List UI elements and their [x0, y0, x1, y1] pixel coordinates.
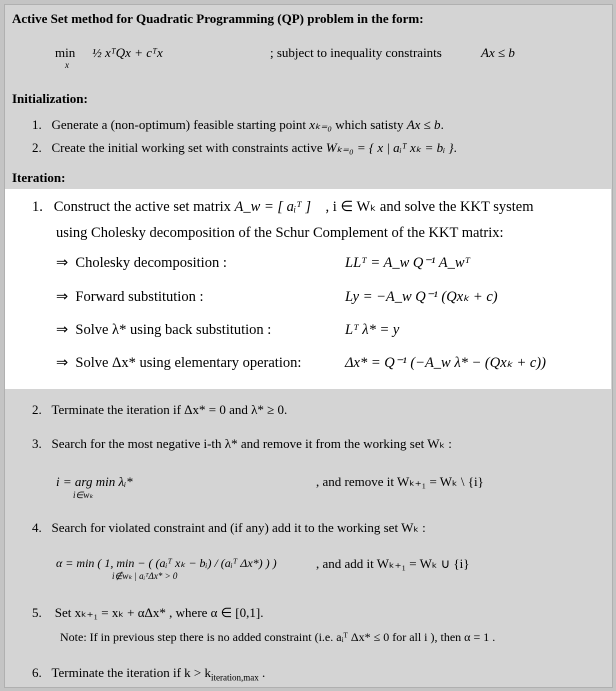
constraint-text: ; subject to inequality constraints	[270, 45, 442, 60]
step-5-note: Note: If in previous step there is no added constraint (i.e. aᵢᵀ Δx* ≤ 0 for all i ), then α = 1 .	[60, 630, 496, 644]
constraint: Ax ≤ b	[481, 45, 515, 60]
step-6: 6. Terminate the iteration if $k > k_{iteration,max}$ .	[32, 665, 266, 683]
step-4-formula: α = min ( 1, min − ( (aᵢᵀ xₖ − bᵢ) / (aᵢᵀ Δx*) ) )	[56, 556, 277, 570]
formula-forward: Ly = −A_w Q⁻¹ (Qxₖ + c)	[345, 289, 498, 305]
objective-min: min	[55, 45, 76, 60]
iteration-heading: Iteration:	[12, 170, 66, 185]
step-4: 4. Search for violated constraint and (if any) add it to the working set Wₖ :	[32, 520, 426, 535]
formula-cholesky: LLᵀ = A_w Q⁻¹ A_wᵀ	[345, 255, 471, 271]
formula-back: Lᵀ λ* = y	[345, 322, 400, 338]
step-1-line2: using Cholesky decomposition of the Schur Complement of the KKT matrix:	[56, 225, 504, 241]
step-5: 5. Set xₖ₊₁ = xₖ + αΔx* , where α ∈ [0,1].	[32, 605, 264, 620]
step-3: 3. Search for the most negative i-th λ* and remove it from the working set Wₖ :	[32, 436, 452, 451]
sub-step-back: ⇒ Solve λ* using back substitution :	[56, 322, 272, 338]
step-4-right: , and add it Wₖ₊₁ = Wₖ ∪ {i}	[316, 556, 470, 571]
step-3-formula-sub: i∈wₖ	[73, 490, 94, 500]
objective: ½ xᵀQx + cᵀx	[92, 45, 163, 60]
init-item-1: 1. Generate a (non-optimum) feasible starting point xₖ₌₀ which satisty Ax ≤ b.	[32, 117, 444, 132]
sub-step-cholesky: ⇒ Cholesky decomposition :	[56, 255, 227, 271]
sub-step-forward: ⇒ Forward substitution :	[56, 289, 204, 305]
step-1: 1. Construct the active set matrix A_w = [ aᵢᵀ ] , i ∈ Wₖ and solve the KKT system	[32, 199, 534, 215]
sub-step-elementary: ⇒ Solve Δx* using elementary operation:	[56, 355, 302, 371]
step-3-formula: i = arg min λᵢ*	[56, 474, 133, 489]
step-4-formula-sub: i∉wₖ | aᵢᵀΔx* > 0	[112, 571, 178, 581]
init-item-2: 2. Create the initial working set with constraints active Wₖ₌₀ = { x | aᵢᵀ xₖ = bᵢ }.	[32, 140, 457, 155]
page-title: Active Set method for Quadratic Programming (QP) problem in the form:	[12, 11, 424, 26]
init-heading: Initialization:	[12, 91, 88, 106]
formula-elementary: Δx* = Q⁻¹ (−A_w λ* − (Qxₖ + c))	[345, 355, 546, 371]
step-3-right: , and remove it Wₖ₊₁ = Wₖ \ {i}	[316, 474, 484, 489]
step-2: 2. Terminate the iteration if Δx* = 0 and λ* ≥ 0.	[32, 402, 288, 417]
objective-min-sub: x	[65, 60, 69, 70]
